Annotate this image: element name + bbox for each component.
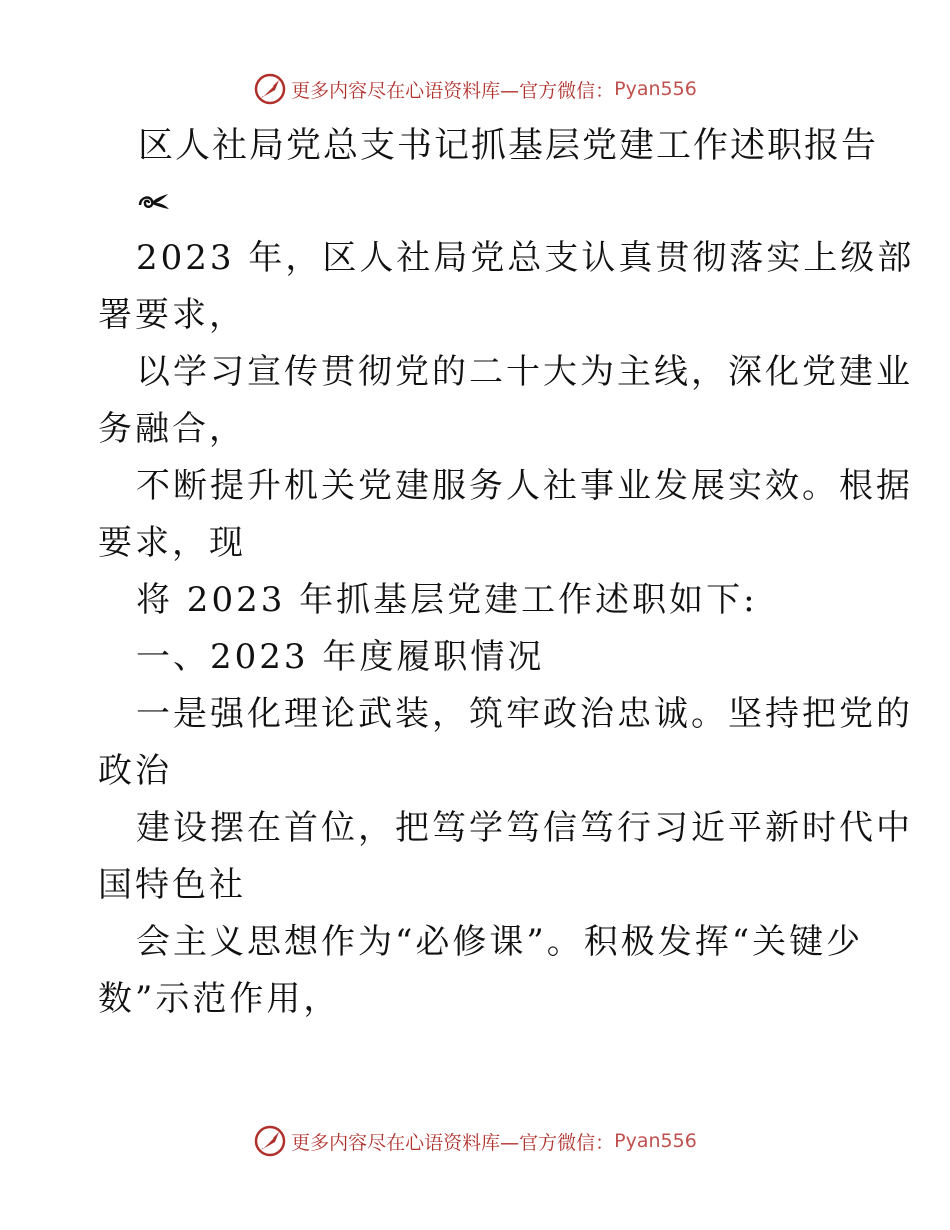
paragraph-line-indented: 将 2023 年抓基层党建工作述职如下: [136,580,758,620]
footer-watermark [0,1124,950,1158]
document-title: 区人社局党总支书记抓基层党建工作述职报告 [138,126,879,166]
paragraph-line-indented: 不断提升机关党建服务人社事业发展实效。根据 [136,466,913,506]
paragraph-line-continued: 要求，现 [98,523,246,563]
header-watermark [0,72,950,106]
paragraph-line-continued: 署要求， [98,295,246,335]
paragraph-line-indented: 以学习宣传贯彻党的二十大为主线，深化党建业 [136,352,913,392]
paragraph-line-continued: 数”示范作用， [98,979,341,1019]
decorative-flourish-icon [136,189,172,215]
paragraph-line-indented: 建设摆在首位，把笃学笃信笃行习近平新时代中 [136,808,913,848]
section-heading [98,629,858,686]
paragraph [98,914,864,1028]
watermark-handle: Pyan556 [614,78,697,100]
paragraph [98,458,913,572]
watermark-handle: Pyan556 [614,1130,697,1152]
paragraph [98,686,913,800]
document-body [98,118,915,1028]
paragraph-line-indented: 一、2023 年度履职情况 [136,637,545,677]
paragraph-line-continued: 政治 [98,751,172,791]
paragraph [98,800,913,914]
ornament [98,174,858,230]
watermark-text: 更多内容尽在心语资料库—官方微信： [291,1131,615,1154]
paragraph [98,344,913,458]
paragraph-line-continued: 务融合， [98,409,246,449]
watermark-text: 更多内容尽在心语资料库—官方微信： [291,79,615,102]
paragraph-line-indented: 会主义思想作为“必修课”。积极发挥“关键少 [136,922,864,962]
paragraph-line-continued: 国特色社 [98,865,246,905]
paragraph-line-indented: 2023 年，区人社局党总支认真贯彻落实上级部 [136,238,915,278]
paragraph [98,572,858,629]
paragraph [98,230,915,344]
paragraph-line-indented: 一是强化理论武装，筑牢政治忠诚。坚持把党的 [136,694,913,734]
paragraph-list [98,230,915,1028]
feather-pen-seal-icon [253,1124,287,1158]
feather-pen-seal-icon [253,72,287,106]
